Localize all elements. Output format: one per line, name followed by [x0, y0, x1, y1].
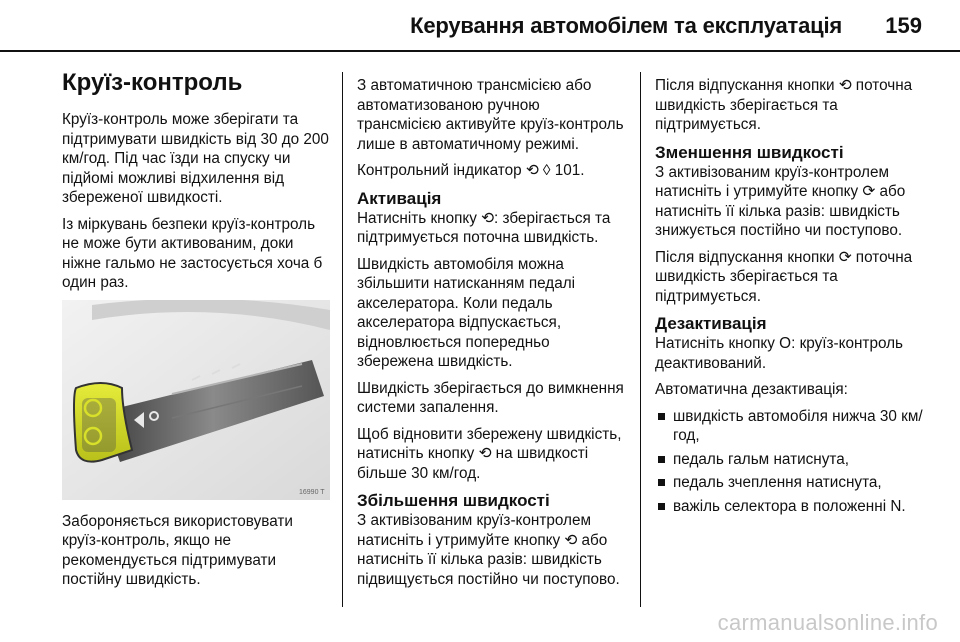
- paragraph: З активізованим круїз-контролем натисніть і утримуйте кнопку ⟲ або натисніть її кілька разів: швидкість підвищується постійно чи поступово.: [357, 512, 620, 588]
- list-item: швидкість автомобіля нижча 30 км/год,: [655, 407, 935, 446]
- section-heading: Круїз-контроль: [62, 69, 243, 96]
- column-1: [62, 68, 330, 597]
- watermark: carmanualsonline.info: [717, 610, 938, 635]
- column-3: [655, 76, 935, 520]
- list-item: важіль селектора в положенні N.: [655, 497, 935, 517]
- column-divider: [640, 72, 641, 607]
- deactivation-heading: Дезактивація: [655, 314, 767, 333]
- paragraph: З активізованим круїз-контролем натисніть і утримуйте кнопку ⟳ або натисніть її кілька разів: швидкість знижується постійно чи поступово.: [655, 163, 906, 239]
- paragraph: Круїз-контроль може зберігати та підтримувати швидкість від 30 до 200 км/год. Під час їзди на спуску чи підйомі можливі відхилення від збереженої швидкості.: [62, 111, 329, 206]
- list-item: педаль зчеплення натиснута,: [655, 473, 935, 493]
- paragraph: Контрольний індикатор ⟲ ◊ 101.: [357, 162, 585, 179]
- paragraph: Швидкість автомобіля можна збільшити натисканням педалі акселератора. Коли педаль акселератора відпускається, відновлюється попередньо збережена швидкість.: [357, 255, 576, 370]
- page-header-title: Керування автомобілем та експлуатація: [410, 13, 842, 38]
- paragraph: Автоматична дезактивація:: [655, 381, 848, 398]
- paragraph: Після відпускання кнопки ⟳ поточна швидкість зберігається та підтримується.: [655, 248, 913, 305]
- paragraph: Швидкість зберігається до вимкнення системи запалення.: [357, 379, 624, 416]
- column-divider: [342, 72, 343, 607]
- paragraph: Щоб відновити збережену швидкість, натисніть кнопку ⟲ на швидкості більше 30 км/год.: [357, 425, 622, 482]
- list-item: педаль гальм натиснута,: [655, 450, 935, 470]
- decrease-speed-heading: Зменшення швидкості: [655, 142, 844, 162]
- increase-speed-heading: Збільшення швидкості: [357, 491, 550, 510]
- paragraph: Після відпускання кнопки ⟲ поточна швидкість зберігається та підтримується.: [655, 77, 913, 133]
- image-code: 16990 T: [299, 488, 325, 496]
- paragraph: Натисніть кнопку O: круїз-контроль деактивований.: [655, 335, 904, 372]
- auto-deactivation-list: [655, 407, 935, 517]
- paragraph: Забороняється використовувати круїз-контроль, якщо не рекомендується підтримувати постійну швидкість.: [62, 512, 293, 588]
- cruise-control-lever-illustration: [62, 300, 330, 500]
- activation-heading: Активація: [357, 188, 442, 208]
- header-rule: [0, 50, 960, 52]
- paragraph: Із міркувань безпеки круїз-контроль не може бути активованим, доки ніжне гальмо не застосується хоча б один раз.: [62, 215, 323, 291]
- column-2: [357, 76, 627, 596]
- paragraph: Натисніть кнопку ⟲: зберігається та підтримується поточна швидкість.: [357, 209, 611, 246]
- paragraph: З автоматичною трансмісією або автоматизованою ручною трансмісією активуйте круїз-контроль лише в автоматичному режимі.: [357, 77, 624, 153]
- page-number: 159: [885, 13, 922, 38]
